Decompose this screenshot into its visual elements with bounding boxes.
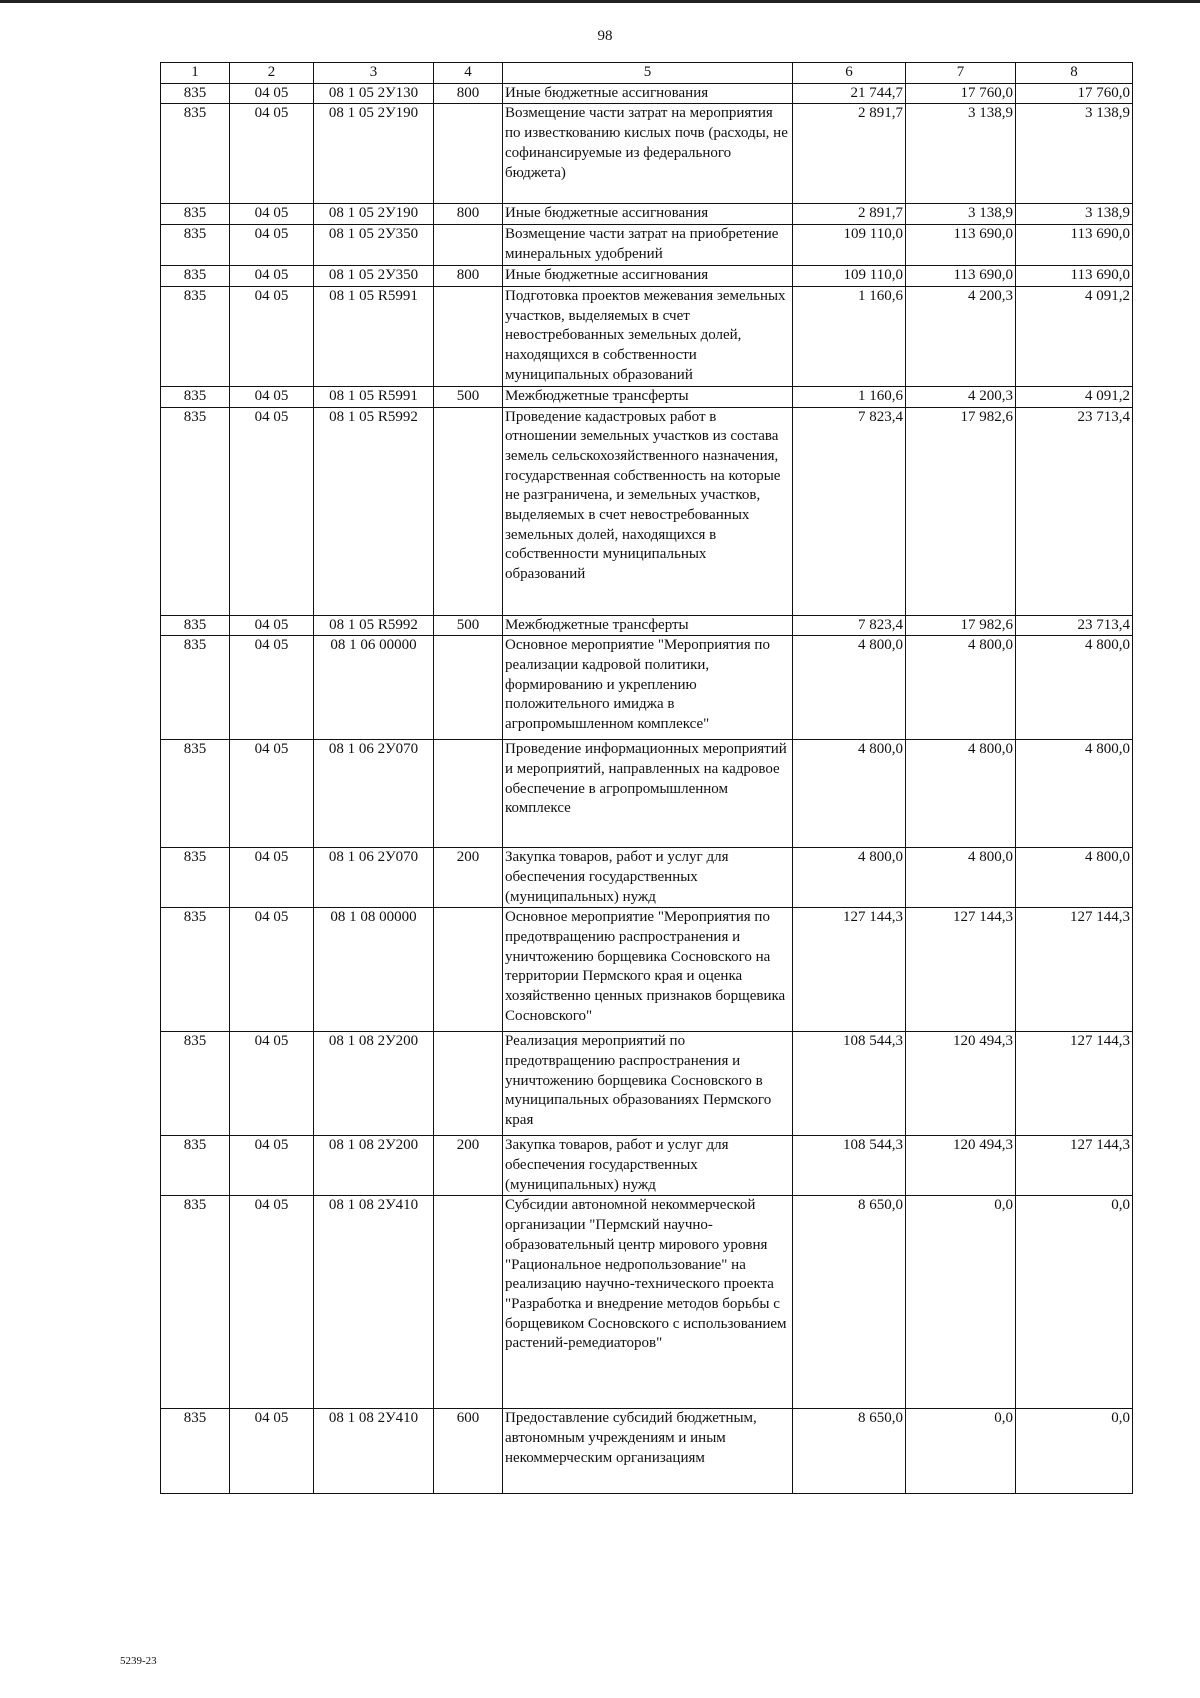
row-target-article: 08 1 05 2У350 bbox=[314, 266, 434, 287]
row-item-name: Закупка товаров, работ и услуг для обеспечения государственных (муниципальных) нужд bbox=[503, 1136, 793, 1196]
scan-top-edge bbox=[0, 0, 1200, 3]
table-row bbox=[161, 286, 1133, 386]
row-kbk-chapter: 835 bbox=[161, 83, 230, 104]
table-row bbox=[161, 104, 1133, 204]
row-target-article: 08 1 05 R5992 bbox=[314, 407, 434, 615]
row-amount-col6: 1 160,6 bbox=[793, 386, 906, 407]
row-section-code: 04 05 bbox=[230, 908, 314, 1032]
row-item-name: Основное мероприятие "Мероприятия по реализации кадровой политики, формированию и укреплению положительного имиджа в агропромышленном комплексе" bbox=[503, 636, 793, 740]
row-amount-col6: 8 650,0 bbox=[793, 1409, 906, 1494]
row-kbk-chapter: 835 bbox=[161, 407, 230, 615]
row-section-code: 04 05 bbox=[230, 1409, 314, 1494]
row-amount-col8: 127 144,3 bbox=[1016, 1136, 1133, 1196]
row-amount-col6: 4 800,0 bbox=[793, 848, 906, 908]
row-target-article: 08 1 05 2У130 bbox=[314, 83, 434, 104]
row-expense-type bbox=[434, 225, 503, 266]
row-amount-col8: 113 690,0 bbox=[1016, 266, 1133, 287]
row-section-code: 04 05 bbox=[230, 104, 314, 204]
row-amount-col7: 4 800,0 bbox=[906, 740, 1016, 848]
table-row bbox=[161, 740, 1133, 848]
row-kbk-chapter: 835 bbox=[161, 286, 230, 386]
row-section-code: 04 05 bbox=[230, 1136, 314, 1196]
row-section-code: 04 05 bbox=[230, 83, 314, 104]
row-item-name: Основное мероприятие "Мероприятия по предотвращению распространения и уничтожению борщевика Сосновского на территории Пермского края и оценка хозяйственно ценных признаков борщевика Сосновского" bbox=[503, 908, 793, 1032]
row-kbk-chapter: 835 bbox=[161, 204, 230, 225]
row-expense-type: 800 bbox=[434, 266, 503, 287]
row-amount-col6: 7 823,4 bbox=[793, 407, 906, 615]
row-amount-col8: 0,0 bbox=[1016, 1196, 1133, 1409]
row-amount-col8: 113 690,0 bbox=[1016, 225, 1133, 266]
column-header: 6 bbox=[793, 63, 906, 84]
row-target-article: 08 1 05 R5991 bbox=[314, 386, 434, 407]
row-target-article: 08 1 08 2У410 bbox=[314, 1409, 434, 1494]
row-target-article: 08 1 05 R5992 bbox=[314, 615, 434, 636]
row-amount-col6: 109 110,0 bbox=[793, 225, 906, 266]
row-section-code: 04 05 bbox=[230, 615, 314, 636]
row-section-code: 04 05 bbox=[230, 407, 314, 615]
row-item-name: Межбюджетные трансферты bbox=[503, 386, 793, 407]
table-header-row bbox=[161, 63, 1133, 84]
row-target-article: 08 1 05 2У350 bbox=[314, 225, 434, 266]
row-item-name: Возмещение части затрат на мероприятия по известкованию кислых почв (расходы, не софинансируемые из федерального бюджета) bbox=[503, 104, 793, 204]
row-expense-type bbox=[434, 740, 503, 848]
row-item-name: Межбюджетные трансферты bbox=[503, 615, 793, 636]
row-target-article: 08 1 05 R5991 bbox=[314, 286, 434, 386]
row-section-code: 04 05 bbox=[230, 386, 314, 407]
row-kbk-chapter: 835 bbox=[161, 740, 230, 848]
row-expense-type bbox=[434, 286, 503, 386]
row-section-code: 04 05 bbox=[230, 740, 314, 848]
row-amount-col7: 120 494,3 bbox=[906, 1136, 1016, 1196]
row-kbk-chapter: 835 bbox=[161, 908, 230, 1032]
row-amount-col8: 23 713,4 bbox=[1016, 615, 1133, 636]
row-amount-col6: 127 144,3 bbox=[793, 908, 906, 1032]
row-amount-col8: 4 800,0 bbox=[1016, 636, 1133, 740]
row-section-code: 04 05 bbox=[230, 848, 314, 908]
row-amount-col6: 1 160,6 bbox=[793, 286, 906, 386]
row-kbk-chapter: 835 bbox=[161, 1409, 230, 1494]
column-header: 3 bbox=[314, 63, 434, 84]
row-expense-type bbox=[434, 1196, 503, 1409]
row-expense-type bbox=[434, 407, 503, 615]
row-amount-col7: 3 138,9 bbox=[906, 204, 1016, 225]
row-kbk-chapter: 835 bbox=[161, 615, 230, 636]
row-target-article: 08 1 08 2У410 bbox=[314, 1196, 434, 1409]
table-row bbox=[161, 266, 1133, 287]
row-amount-col6: 21 744,7 bbox=[793, 83, 906, 104]
row-amount-col7: 113 690,0 bbox=[906, 225, 1016, 266]
page-number: 98 bbox=[597, 28, 613, 44]
column-header: 2 bbox=[230, 63, 314, 84]
row-item-name: Иные бюджетные ассигнования bbox=[503, 204, 793, 225]
row-target-article: 08 1 05 2У190 bbox=[314, 204, 434, 225]
row-expense-type: 200 bbox=[434, 1136, 503, 1196]
row-item-name: Возмещение части затрат на приобретение минеральных удобрений bbox=[503, 225, 793, 266]
column-header: 4 bbox=[434, 63, 503, 84]
row-amount-col8: 3 138,9 bbox=[1016, 104, 1133, 204]
row-target-article: 08 1 08 00000 bbox=[314, 908, 434, 1032]
row-expense-type bbox=[434, 104, 503, 204]
table-row bbox=[161, 848, 1133, 908]
row-expense-type: 500 bbox=[434, 615, 503, 636]
row-kbk-chapter: 835 bbox=[161, 225, 230, 266]
row-amount-col8: 127 144,3 bbox=[1016, 1032, 1133, 1136]
row-amount-col7: 4 800,0 bbox=[906, 848, 1016, 908]
row-amount-col8: 4 800,0 bbox=[1016, 740, 1133, 848]
column-header: 7 bbox=[906, 63, 1016, 84]
row-amount-col7: 17 982,6 bbox=[906, 615, 1016, 636]
row-kbk-chapter: 835 bbox=[161, 636, 230, 740]
row-amount-col6: 4 800,0 bbox=[793, 740, 906, 848]
table-row bbox=[161, 615, 1133, 636]
table-row bbox=[161, 908, 1133, 1032]
row-amount-col8: 3 138,9 bbox=[1016, 204, 1133, 225]
row-expense-type bbox=[434, 636, 503, 740]
row-amount-col7: 4 200,3 bbox=[906, 286, 1016, 386]
row-amount-col6: 2 891,7 bbox=[793, 104, 906, 204]
row-amount-col6: 108 544,3 bbox=[793, 1032, 906, 1136]
row-expense-type: 800 bbox=[434, 204, 503, 225]
row-amount-col7: 113 690,0 bbox=[906, 266, 1016, 287]
row-item-name: Иные бюджетные ассигнования bbox=[503, 83, 793, 104]
row-amount-col7: 4 800,0 bbox=[906, 636, 1016, 740]
row-amount-col8: 17 760,0 bbox=[1016, 83, 1133, 104]
row-expense-type: 500 bbox=[434, 386, 503, 407]
row-section-code: 04 05 bbox=[230, 225, 314, 266]
row-amount-col6: 8 650,0 bbox=[793, 1196, 906, 1409]
row-item-name: Закупка товаров, работ и услуг для обеспечения государственных (муниципальных) нужд bbox=[503, 848, 793, 908]
row-amount-col6: 108 544,3 bbox=[793, 1136, 906, 1196]
row-amount-col8: 4 091,2 bbox=[1016, 386, 1133, 407]
row-target-article: 08 1 08 2У200 bbox=[314, 1032, 434, 1136]
row-amount-col8: 23 713,4 bbox=[1016, 407, 1133, 615]
table-row bbox=[161, 83, 1133, 104]
row-kbk-chapter: 835 bbox=[161, 386, 230, 407]
row-kbk-chapter: 835 bbox=[161, 1136, 230, 1196]
row-expense-type bbox=[434, 1032, 503, 1136]
row-amount-col8: 4 800,0 bbox=[1016, 848, 1133, 908]
table-row bbox=[161, 1409, 1133, 1494]
table-row bbox=[161, 204, 1133, 225]
row-section-code: 04 05 bbox=[230, 204, 314, 225]
column-header: 8 bbox=[1016, 63, 1133, 84]
row-amount-col7: 4 200,3 bbox=[906, 386, 1016, 407]
row-section-code: 04 05 bbox=[230, 636, 314, 740]
row-amount-col7: 3 138,9 bbox=[906, 104, 1016, 204]
table-row bbox=[161, 1136, 1133, 1196]
row-target-article: 08 1 06 2У070 bbox=[314, 740, 434, 848]
row-target-article: 08 1 05 2У190 bbox=[314, 104, 434, 204]
row-section-code: 04 05 bbox=[230, 1032, 314, 1136]
budget-table bbox=[160, 62, 1133, 1494]
column-header: 5 bbox=[503, 63, 793, 84]
row-amount-col8: 4 091,2 bbox=[1016, 286, 1133, 386]
row-section-code: 04 05 bbox=[230, 1196, 314, 1409]
row-target-article: 08 1 06 2У070 bbox=[314, 848, 434, 908]
row-section-code: 04 05 bbox=[230, 266, 314, 287]
row-kbk-chapter: 835 bbox=[161, 848, 230, 908]
row-expense-type bbox=[434, 908, 503, 1032]
row-kbk-chapter: 835 bbox=[161, 1032, 230, 1136]
row-item-name: Иные бюджетные ассигнования bbox=[503, 266, 793, 287]
row-amount-col8: 127 144,3 bbox=[1016, 908, 1133, 1032]
row-amount-col7: 0,0 bbox=[906, 1409, 1016, 1494]
row-item-name: Проведение кадастровых работ в отношении земельных участков из состава земель сельскохозяйственного назначения, государственная собственность на которые не разграничена, и земельных участков, выделяемых в счет невостребованных земельных долей, находящихся в собственности муниципальных образований bbox=[503, 407, 793, 615]
row-kbk-chapter: 835 bbox=[161, 104, 230, 204]
row-amount-col6: 4 800,0 bbox=[793, 636, 906, 740]
row-kbk-chapter: 835 bbox=[161, 1196, 230, 1409]
table-row bbox=[161, 1032, 1133, 1136]
row-expense-type: 600 bbox=[434, 1409, 503, 1494]
row-expense-type: 200 bbox=[434, 848, 503, 908]
row-amount-col7: 127 144,3 bbox=[906, 908, 1016, 1032]
row-item-name: Реализация мероприятий по предотвращению распространения и уничтожению борщевика Сосновского в муниципальных образованиях Пермского края bbox=[503, 1032, 793, 1136]
row-amount-col7: 17 982,6 bbox=[906, 407, 1016, 615]
row-amount-col7: 0,0 bbox=[906, 1196, 1016, 1409]
table-row bbox=[161, 636, 1133, 740]
document-code: 5239-23 bbox=[120, 1655, 157, 1667]
column-header: 1 bbox=[161, 63, 230, 84]
row-expense-type: 800 bbox=[434, 83, 503, 104]
table-row bbox=[161, 386, 1133, 407]
row-item-name: Подготовка проектов межевания земельных участков, выделяемых в счет невостребованных земельных долей, находящихся в собственности муниципальных образований bbox=[503, 286, 793, 386]
row-section-code: 04 05 bbox=[230, 286, 314, 386]
row-amount-col6: 7 823,4 bbox=[793, 615, 906, 636]
row-kbk-chapter: 835 bbox=[161, 266, 230, 287]
row-target-article: 08 1 06 00000 bbox=[314, 636, 434, 740]
table-row bbox=[161, 407, 1133, 615]
row-amount-col6: 109 110,0 bbox=[793, 266, 906, 287]
row-target-article: 08 1 08 2У200 bbox=[314, 1136, 434, 1196]
table-row bbox=[161, 1196, 1133, 1409]
row-amount-col8: 0,0 bbox=[1016, 1409, 1133, 1494]
row-item-name: Предоставление субсидий бюджетным, автономным учреждениям и иным некоммерческим организациям bbox=[503, 1409, 793, 1494]
row-amount-col6: 2 891,7 bbox=[793, 204, 906, 225]
row-amount-col7: 17 760,0 bbox=[906, 83, 1016, 104]
row-item-name: Субсидии автономной некоммерческой организации "Пермский научно-образовательный центр мирового уровня "Рациональное недропользование" на реализацию научно-технического проекта "Разработка и внедрение методов борьбы с борщевиком Сосновского с использованием растений-ремедиаторов" bbox=[503, 1196, 793, 1409]
row-amount-col7: 120 494,3 bbox=[906, 1032, 1016, 1136]
table-row bbox=[161, 225, 1133, 266]
row-item-name: Проведение информационных мероприятий и мероприятий, направленных на кадровое обеспечение в агропромышленном комплексе bbox=[503, 740, 793, 848]
